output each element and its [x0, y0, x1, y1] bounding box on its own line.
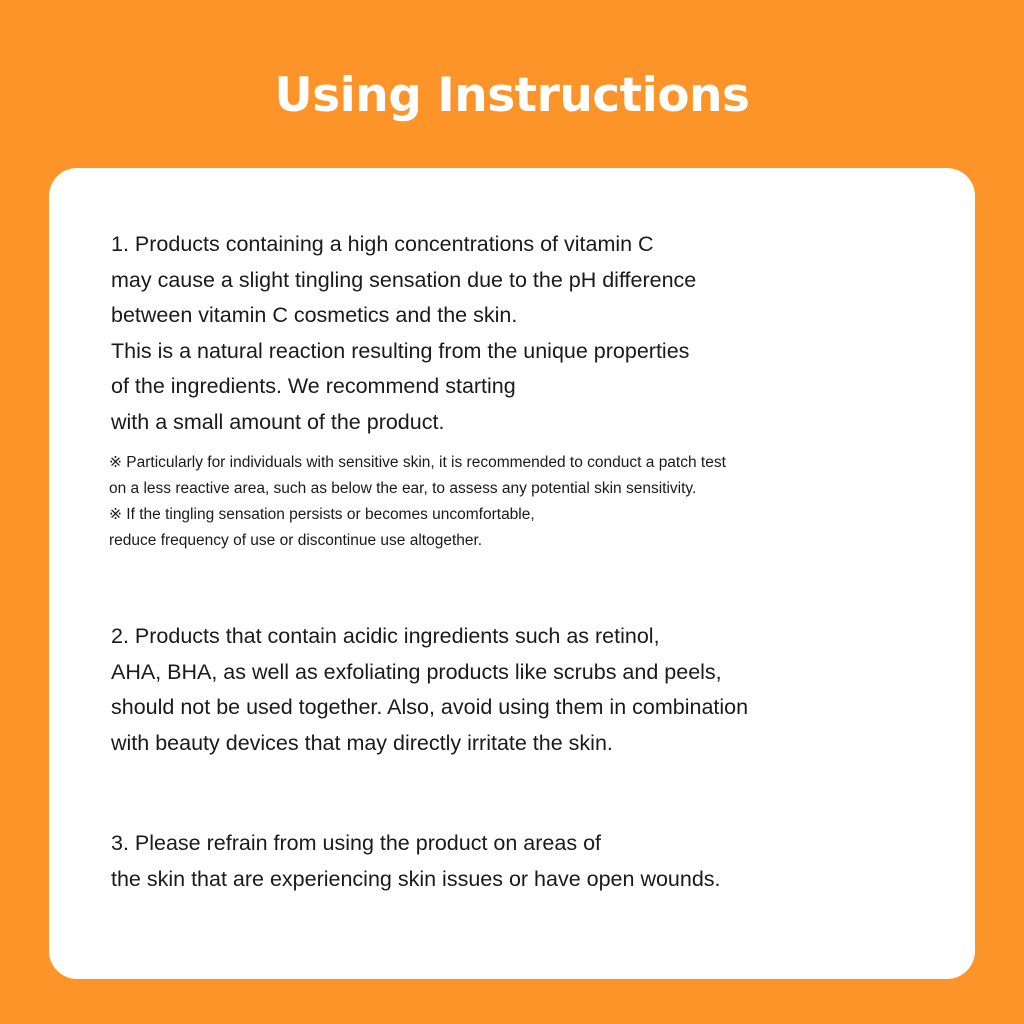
instruction-3-line: the skin that are experiencing skin issues or have open wounds. — [111, 866, 721, 891]
instruction-1-line: 1. Products containing a high concentrations of vitamin C — [111, 232, 654, 256]
instruction-1-notes — [109, 450, 909, 554]
instruction-1-line: of the ingredients. We recommend starting — [111, 374, 516, 398]
instructions-card — [49, 168, 975, 979]
instruction-1-line: This is a natural reaction resulting from the unique properties — [111, 338, 690, 363]
instruction-1-line: with a small amount of the product. — [111, 409, 445, 434]
instruction-2-line: 2. Products that contain acidic ingredients such as retinol, — [111, 624, 660, 648]
note-line: reduce frequency of use or discontinue use altogether. — [109, 532, 483, 549]
page-title: Using Instructions — [274, 68, 750, 123]
instruction-3 — [111, 826, 911, 897]
instruction-2-line: should not be used together. Also, avoid using them in combination — [111, 695, 749, 719]
note-line: ※ If the tingling sensation persists or becomes uncomfortable, — [109, 506, 535, 523]
instruction-1-line: may cause a slight tingling sensation due to the pH difference — [111, 267, 697, 292]
instruction-1 — [111, 227, 911, 440]
instruction-3-line: 3. Please refrain from using the product on areas of — [111, 831, 601, 855]
instruction-1-line: between vitamin C cosmetics and the skin. — [111, 303, 518, 327]
instruction-2-line: with beauty devices that may directly irritate the skin. — [111, 730, 613, 755]
note-line: on a less reactive area, such as below the ear, to assess any potential skin sensitivity. — [109, 480, 697, 497]
instruction-2-line: AHA, BHA, as well as exfoliating products like scrubs and peels, — [111, 659, 722, 684]
note-line: ※ Particularly for individuals with sensitive skin, it is recommended to conduct a patch test — [109, 454, 726, 471]
instruction-2 — [111, 619, 911, 761]
